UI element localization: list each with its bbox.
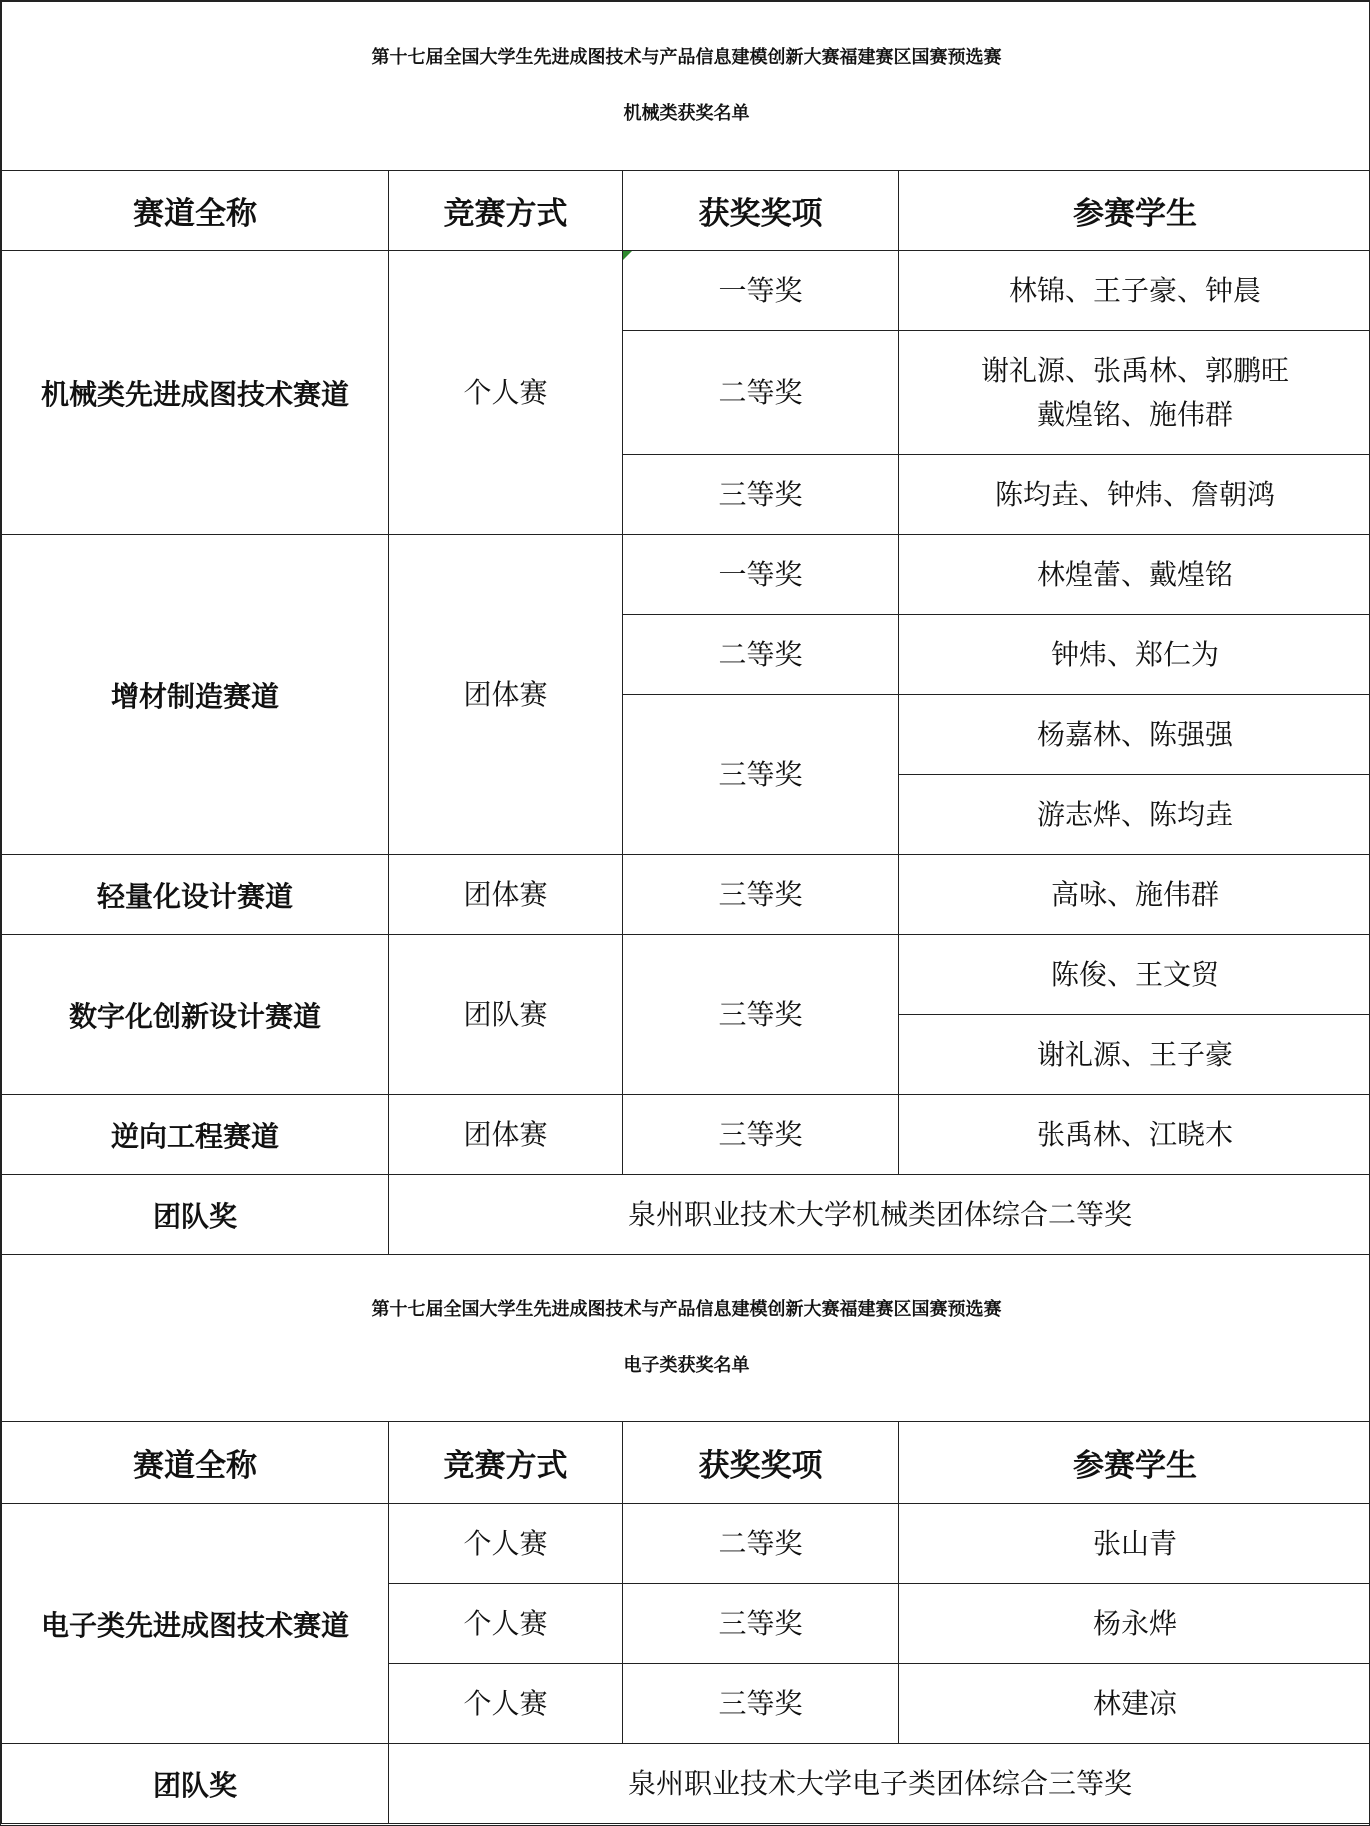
competition-method: 团体赛: [389, 1095, 623, 1175]
students: 张禹林、江晓木: [899, 1095, 1370, 1175]
track-name: 电子类先进成图技术赛道: [2, 1504, 389, 1744]
students: 谢礼源、王子豪: [899, 1015, 1370, 1095]
award-level: 三等奖: [623, 1664, 899, 1744]
team-award-label: 团队奖: [2, 1744, 389, 1824]
track-name: 轻量化设计赛道: [2, 855, 389, 935]
students: [899, 331, 1370, 455]
mech-title-row: [2, 2, 1370, 171]
header-award: 获奖奖项: [623, 171, 899, 251]
track-name: 机械类先进成图技术赛道: [2, 251, 389, 535]
elec-title-line1: 第十七届全国大学生先进成图技术与产品信息建模创新大赛福建赛区国赛预选赛: [371, 1299, 1002, 1320]
mech-header-row: [2, 171, 1370, 251]
award-level: 三等奖: [623, 935, 899, 1095]
students: 林煌蕾、戴煌铭: [899, 535, 1370, 615]
competition-method: 团队赛: [389, 935, 623, 1095]
header-students: 参赛学生: [899, 1422, 1370, 1504]
award-level: 二等奖: [623, 615, 899, 695]
award-table: [1, 1, 1370, 1824]
students: 林建凉: [899, 1664, 1370, 1744]
table-row: [2, 935, 1370, 1015]
header-award: 获奖奖项: [623, 1422, 899, 1504]
award-level: 二等奖: [623, 331, 899, 455]
mech-title-line2: 机械类获奖名单: [623, 103, 750, 124]
table-row: [2, 1504, 1370, 1584]
students: 陈俊、王文贸: [899, 935, 1370, 1015]
table-row: [2, 535, 1370, 615]
award-level: 三等奖: [623, 455, 899, 535]
team-award-value: 泉州职业技术大学机械类团体综合二等奖: [389, 1175, 1370, 1255]
award-level: 一等奖: [623, 535, 899, 615]
elec-title-row: [2, 1255, 1370, 1422]
competition-method: 个人赛: [389, 1504, 623, 1584]
students: 高咏、施伟群: [899, 855, 1370, 935]
table-row: [2, 1095, 1370, 1175]
header-track: 赛道全称: [2, 1422, 389, 1504]
award-level: 三等奖: [623, 695, 899, 855]
students-line: 谢礼源、张禹林、郭鹏旺: [980, 353, 1289, 387]
students: 杨嘉林、陈强强: [899, 695, 1370, 775]
elec-title-line2: 电子类获奖名单: [623, 1355, 750, 1376]
students: 钟炜、郑仁为: [899, 615, 1370, 695]
mech-title-line1: 第十七届全国大学生先进成图技术与产品信息建模创新大赛福建赛区国赛预选赛: [371, 47, 1002, 68]
award-level: 二等奖: [623, 1504, 899, 1584]
competition-method: 团体赛: [389, 855, 623, 935]
table-row: [2, 855, 1370, 935]
table-row: [2, 251, 1370, 331]
header-students: 参赛学生: [899, 171, 1370, 251]
students: 杨永烨: [899, 1584, 1370, 1664]
students: 张山青: [899, 1504, 1370, 1584]
team-award-value: 泉州职业技术大学电子类团体综合三等奖: [389, 1744, 1370, 1824]
award-level: 三等奖: [623, 1584, 899, 1664]
competition-method: 团体赛: [389, 535, 623, 855]
award-level: 三等奖: [623, 1095, 899, 1175]
track-name: 增材制造赛道: [2, 535, 389, 855]
students: 林锦、王子豪、钟晨: [899, 251, 1370, 331]
award-level: 三等奖: [623, 855, 899, 935]
competition-method: 个人赛: [389, 251, 623, 535]
header-method: 竞赛方式: [389, 171, 623, 251]
competition-method: 个人赛: [389, 1584, 623, 1664]
track-name: 逆向工程赛道: [2, 1095, 389, 1175]
header-track: 赛道全称: [2, 171, 389, 251]
elec-title: [2, 1255, 1370, 1422]
elec-header-row: [2, 1422, 1370, 1504]
elec-team-award-row: [2, 1744, 1370, 1824]
students: 游志烨、陈均垚: [899, 775, 1370, 855]
team-award-label: 团队奖: [2, 1175, 389, 1255]
award-level: 一等奖: [623, 251, 899, 331]
header-method: 竞赛方式: [389, 1422, 623, 1504]
mech-team-award-row: [2, 1175, 1370, 1255]
mech-title: [2, 2, 1370, 171]
competition-method: 个人赛: [389, 1664, 623, 1744]
students-line: 戴煌铭、施伟群: [1036, 397, 1233, 431]
track-name: 数字化创新设计赛道: [2, 935, 389, 1095]
students: 陈均垚、钟炜、詹朝鸿: [899, 455, 1370, 535]
